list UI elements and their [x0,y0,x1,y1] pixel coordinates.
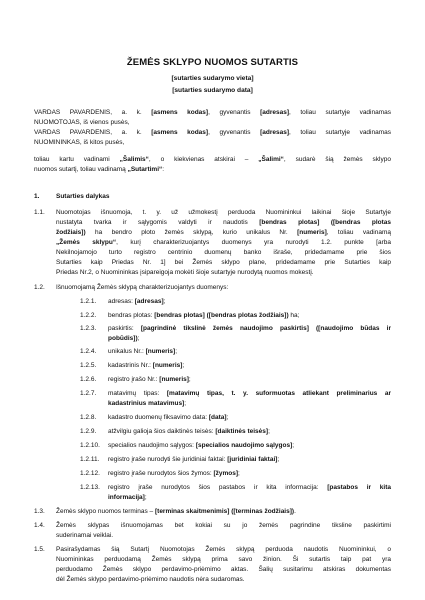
item-property-rights [108,427,270,437]
text: ; [184,400,187,407]
placeholder: pobūdis]) [108,335,138,342]
placeholder: [numeris] [145,348,176,355]
tenant-line-2: NUOMININKAS, iš kitos pusės, [34,139,125,146]
text: ; [182,362,185,369]
term: „Šalimis“ [119,156,149,163]
item-number: 1.2.5. [80,362,97,369]
text: . [294,508,296,515]
placeholder: [juridiniai faktai] [227,456,278,463]
clause-1-1-line: Nuomotojas išnuomoja, t. y. už užmokestį perduoda Nuomininkui laikinai šioje Sutartyje [56,209,391,216]
placeholder: ([bendras plotas žodžiais]) [206,312,289,319]
text: toliau kartu vadinami [34,156,120,163]
clause-1-2-text: Išnuomojamą Žemės sklypą charakterizuojantys duomenys: [56,284,229,291]
placeholder: [terminas skaitmenimis] [154,508,230,515]
text: , gyvenantis [208,109,261,116]
landlord-line-1 [34,108,391,118]
item-number: 1.2.2. [80,312,97,319]
text: ha bendro ploto žemės sklypą, kurio unikalus Nr. [85,229,298,236]
text: registro įraše nurodytos šios pastabos ir kita informacija: [108,484,328,491]
text: ; [175,348,178,355]
item-address [108,297,165,307]
item-cadastral-number [108,361,184,371]
text [319,219,330,226]
text: ; [292,442,295,449]
item-marks [108,469,240,479]
placeholder: ([bendras plotas [330,219,391,226]
item-number: 1.2.4. [80,348,97,355]
text: , sudarė šią žemės sklypo [283,156,391,163]
item-total-area [108,311,299,321]
item-remarks-line-1 [108,483,391,493]
item-number: 1.2.12. [80,470,100,477]
clause-1-4-line: suderinamai veiklai. [56,532,114,539]
item-unique-number [108,347,177,357]
item-purpose-line-2 [108,334,139,344]
placeholder: [bendras plotas] [259,219,320,226]
contract-date-placeholder: [sutarties sudarymo data] [172,87,253,94]
text: nustatyta tvarka ir sąlygomis valdyti ir naudotis [56,219,260,226]
text: registro įraše nurodyti šie juridiniai faktai: [108,456,228,463]
clause-number: 1.4. [34,522,45,529]
item-registry-number [108,375,191,385]
item-number: 1.2.7. [80,390,97,397]
placeholder: [asmens kodas] [151,109,209,116]
text: ; [277,456,280,463]
clause-1-3-text [56,507,296,517]
text: ; [144,494,147,501]
text: Žemės sklypo nuomos terminas – [56,508,155,515]
text: , o kiekvienas atskirai – [148,156,259,163]
text: ; [137,335,140,342]
text: registro įraše nurodytos šios žymos: [108,470,214,477]
text: registro įrašo Nr.: [108,376,160,383]
placeholder: [data] [208,414,227,421]
landlord-line-2: NUOMOTOJAS, iš vienos pusės, [34,119,130,126]
placeholder: [žymos] [213,470,239,477]
clause-1-1-line [56,218,391,228]
text [309,325,316,332]
text: , toliau sutartyje vadinamas [289,109,392,116]
text: kadastro duomenų fiksavimo data: [108,414,209,421]
section-heading: Sutarties dalykas [56,193,110,200]
item-cadastre-date [108,413,228,423]
clause-1-1-line: Sutarties kaip Priedas Nr. 1] bei Žemės sklypo plane, pridedamame prie Sutarties kaip [56,259,391,266]
clause-1-5-line: Nuomininkas perduodamą Žemės sklypą prima savo žinion. Ši sutartis taip pat yra [56,556,391,563]
placeholder: [bendras plotas] [154,312,205,319]
text: ha; [288,312,300,319]
placeholder: [matavimų tipas, t. y. suformuotas atliekant preliminarius ar [166,390,391,397]
text: , kurį charakterizuojantys duomenys yra nurodyti 1.2. punkte [arba [116,239,391,246]
item-number: 1.2.13. [80,484,100,491]
text: ; [188,376,191,383]
text: , toliau sutartyje vadinamas [289,129,392,136]
text: : [162,166,165,173]
section-number: 1. [34,193,40,200]
text: matavimų tipas: [108,390,167,397]
clause-1-5-line: perduodamo Žemės sklypo perdavimo-priėmimo aktas. Šalių susitarimu atskiras dokumentas [56,566,391,573]
term: „Šalimi“ [258,156,284,163]
clause-number: 1.3. [34,508,45,515]
document-title: ŽEMĖS SKLYPO NUOMOS SUTARTIS [126,57,299,68]
placeholder: [numeris] [297,229,327,236]
tenant-line-1 [34,128,391,138]
item-number: 1.2.9. [80,428,97,435]
placeholder: ([naudojimo būdas ir [316,325,391,332]
placeholder: [adresas] [260,129,289,136]
item-measurement-line-2 [108,399,186,409]
placeholder: [specialios naudojimo sąlygos] [195,442,293,449]
placeholder: žodžiais]) [56,229,86,236]
placeholder: [numeris] [152,362,183,369]
text: specialios naudojimo sąlygos: [108,442,196,449]
placeholder: [daiktinės teisės] [215,428,269,435]
text: kadastrinis Nr.: [108,362,153,369]
term: „Žemės sklypu“ [56,239,117,246]
placeholder: [numeris] [159,376,189,383]
text: ; [163,298,166,305]
placeholder: ([terminas žodžiais]) [231,508,295,515]
parties-together-line-1 [34,155,391,165]
item-number: 1.2.8. [80,414,97,421]
placeholder: [adresas] [134,298,164,305]
text: VARDAS PAVARDENIS, a. k. [34,109,152,116]
placeholder: [pagrindinė tikslinė žemės naudojimo paskirtis] [140,325,309,332]
text: VARDAS PAVARDENIS, a. k. [34,129,152,136]
parties-together-line-2 [34,165,164,175]
clause-number: 1.1. [34,209,45,216]
clause-1-1-line: Priedas Nr.2, o Nuomininkas įsipareigoja mokėti šioje sutartyje nurodytą nuomos mokestį. [56,269,314,276]
clause-1-5-line: Pasirašydamas šią Sutartį Nuomotojas Žemės sklypą perduoda naudotis Nuomininkui, o [56,546,391,553]
item-purpose-line-1 [108,324,391,334]
placeholder: [adresas] [260,109,289,116]
item-measurement-line-1 [108,389,391,399]
text: atžvilgiu galioja šios daiktinės teisės: [108,428,216,435]
clause-number: 1.2. [34,284,45,291]
text: adresas: [108,298,135,305]
item-number: 1.2.3. [80,325,97,332]
placeholder: [asmens kodas] [151,129,209,136]
clause-1-5-line: dėl Žemės sklypo perdavimo-priėmimo naudotis nėra sudaromas. [56,576,245,583]
item-number: 1.2.10. [80,442,100,449]
clause-1-1-line [56,238,391,248]
contract-place-placeholder: [sutarties sudarymo vieta] [171,75,254,82]
clause-number: 1.5. [34,546,45,553]
placeholder: kadastrinius matavimus] [108,400,185,407]
text: ; [238,470,240,477]
text: unikalus Nr.: [108,348,146,355]
text: bendras plotas: [108,312,155,319]
term: „Sutartimi“ [127,166,163,173]
item-number: 1.2.1. [80,298,97,305]
item-number: 1.2.11. [80,456,100,463]
item-number: 1.2.6. [80,376,97,383]
text: nuomos sutartį, toliau vadinamą [34,166,128,173]
clause-1-1-line [56,228,391,238]
item-juridical-facts [108,455,279,465]
text: , toliau vadinamą [326,229,392,236]
item-remarks-line-2 [108,493,147,503]
text: ; [268,428,270,435]
clause-1-4-line: Žemės sklypas išnuomojamas bet kokiai su jo žemės pagrindine tiksline paskirtimi [56,522,391,529]
text: ; [226,414,229,421]
text: paskirtis: [108,325,141,332]
placeholder: informacija] [108,494,145,501]
clause-1-1-line: Nekilnojamojo turto registro centrinio duomenų banko išraše, pridedamame prie šios [56,249,391,256]
item-special-conditions [108,441,294,451]
text: , gyvenantis [208,129,261,136]
placeholder: [pastabos ir kita [327,484,391,491]
